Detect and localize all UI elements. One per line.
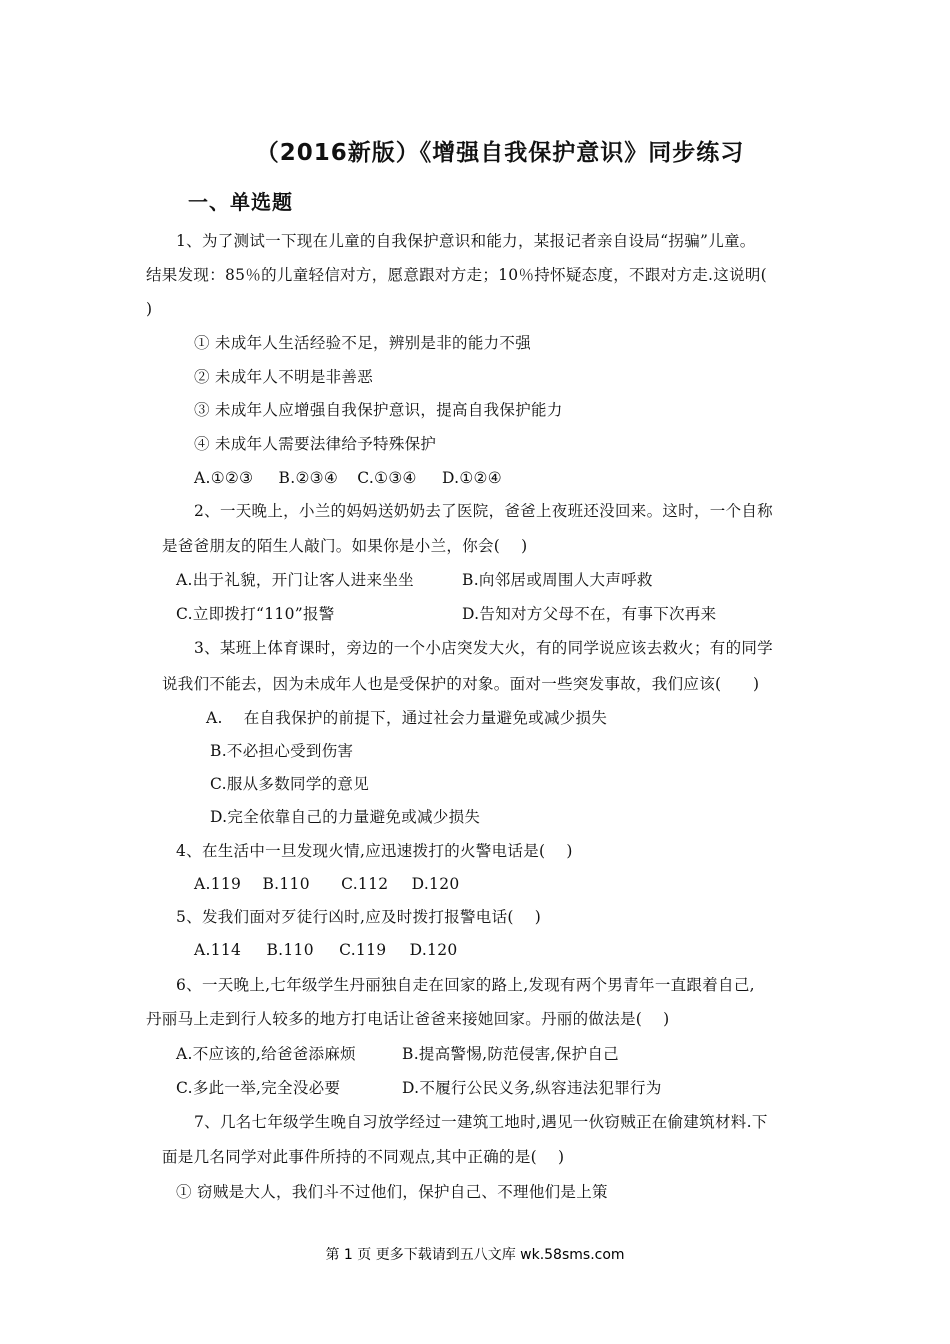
- option-a: A.119: [194, 875, 242, 893]
- question-7-line-1: 7、几名七年级学生晚自习放学经过一建筑工地时,遇见一伙窃贼正在偷建筑材料.下: [194, 1113, 768, 1131]
- option-b: B.②③④: [278, 469, 339, 487]
- question-2-line-1: 2、一天晚上，小兰的妈妈送奶奶去了医院，爸爸上夜班还没回来。这时，一个自称: [194, 502, 773, 520]
- question-7-line-2: 面是几名同学对此事件所持的不同观点,其中正确的是( ): [162, 1148, 565, 1166]
- question-2-option-b: B.向邻居或周围人大声呼救: [462, 571, 653, 589]
- question-6-line-2: 丹丽马上走到行人较多的地方打电话让爸爸来接她回家。丹丽的做法是( ): [146, 1010, 670, 1028]
- question-7-statement-1: ① 窃贼是大人，我们斗不过他们，保护自己、不理他们是上策: [176, 1183, 608, 1201]
- option-c: C.112: [341, 875, 389, 893]
- question-1-statement-3: ③ 未成年人应增强自我保护意识，提高自我保护能力: [194, 401, 563, 419]
- question-4-line-1: 4、在生活中一旦发现火情,应迅速拨打的火警电话是( ): [176, 842, 573, 860]
- question-3-line-2: 说我们不能去，因为未成年人也是受保护的对象。面对一些突发事故，我们应该( ): [162, 675, 760, 693]
- option-b: B.110: [266, 941, 314, 959]
- section-heading: 一、单选题: [188, 190, 293, 214]
- question-5-line-1: 5、发我们面对歹徒行凶时,应及时拨打报警电话( ): [176, 908, 542, 926]
- question-1-line-2: 结果发现：85％的儿童轻信对方，愿意跟对方走；10％持怀疑态度，不跟对方走.这说明(: [146, 266, 768, 284]
- question-3-option-a: A. 在自我保护的前提下，通过社会力量避免或减少损失: [206, 709, 608, 727]
- question-3-option-b: B.不必担心受到伤害: [210, 742, 354, 760]
- option-c: C.①③④: [357, 469, 417, 487]
- option-d: D.120: [409, 941, 458, 959]
- question-2-line-2: 是爸爸朋友的陌生人敲门。如果你是小兰，你会( ): [162, 537, 528, 555]
- page-title: （2016新版）《增强自我保护意识》同步练习: [255, 140, 745, 166]
- option-d: D.120: [411, 875, 460, 893]
- question-1-line-1: 1、为了测试一下现在儿童的自我保护意识和能力，某报记者亲自设局“拐骗”儿童。: [176, 232, 756, 250]
- question-3-option-c: C.服从多数同学的意见: [210, 775, 370, 793]
- question-3-line-1: 3、某班上体育课时，旁边的一个小店突发大火，有的同学说应该去救火；有的同学: [194, 639, 773, 657]
- question-1-options: [194, 468, 502, 488]
- question-6-option-a: A.不应该的,给爸爸添麻烦: [176, 1045, 356, 1063]
- question-2-option-d: D.告知对方父母不在，有事下次再来: [462, 605, 717, 623]
- question-5-options: [194, 940, 458, 960]
- option-a: A.114: [194, 941, 242, 959]
- question-2-option-a: A.出于礼貌，开门让客人进来坐坐: [176, 571, 414, 589]
- question-6-option-b: B.提高警惕,防范侵害,保护自己: [402, 1045, 619, 1063]
- option-d: D.①②④: [441, 469, 502, 487]
- question-4-options: [194, 874, 460, 894]
- option-c: C.119: [339, 941, 387, 959]
- option-b: B.110: [262, 875, 310, 893]
- option-a: A.①②③: [194, 469, 254, 487]
- question-3-option-d: D.完全依靠自己的力量避免或减少损失: [210, 808, 481, 826]
- question-1-statement-2: ② 未成年人不明是非善恶: [194, 368, 374, 386]
- question-1-statement-1: ① 未成年人生活经验不足，辨别是非的能力不强: [194, 334, 532, 352]
- question-2-option-c: C.立即拨打“110”报警: [176, 605, 335, 623]
- question-1-line-3: ): [146, 300, 153, 318]
- question-6-line-1: 6、一天晚上,七年级学生丹丽独自走在回家的路上,发现有两个男青年一直跟着自己,: [176, 976, 755, 994]
- page-footer: 第 1 页 更多下载请到五八文库 wk.58sms.com: [325, 1247, 625, 1263]
- question-1-statement-4: ④ 未成年人需要法律给予特殊保护: [194, 435, 437, 453]
- question-6-option-d: D.不履行公民义务,纵容违法犯罪行为: [402, 1079, 662, 1097]
- question-6-option-c: C.多此一举,完全没必要: [176, 1079, 341, 1097]
